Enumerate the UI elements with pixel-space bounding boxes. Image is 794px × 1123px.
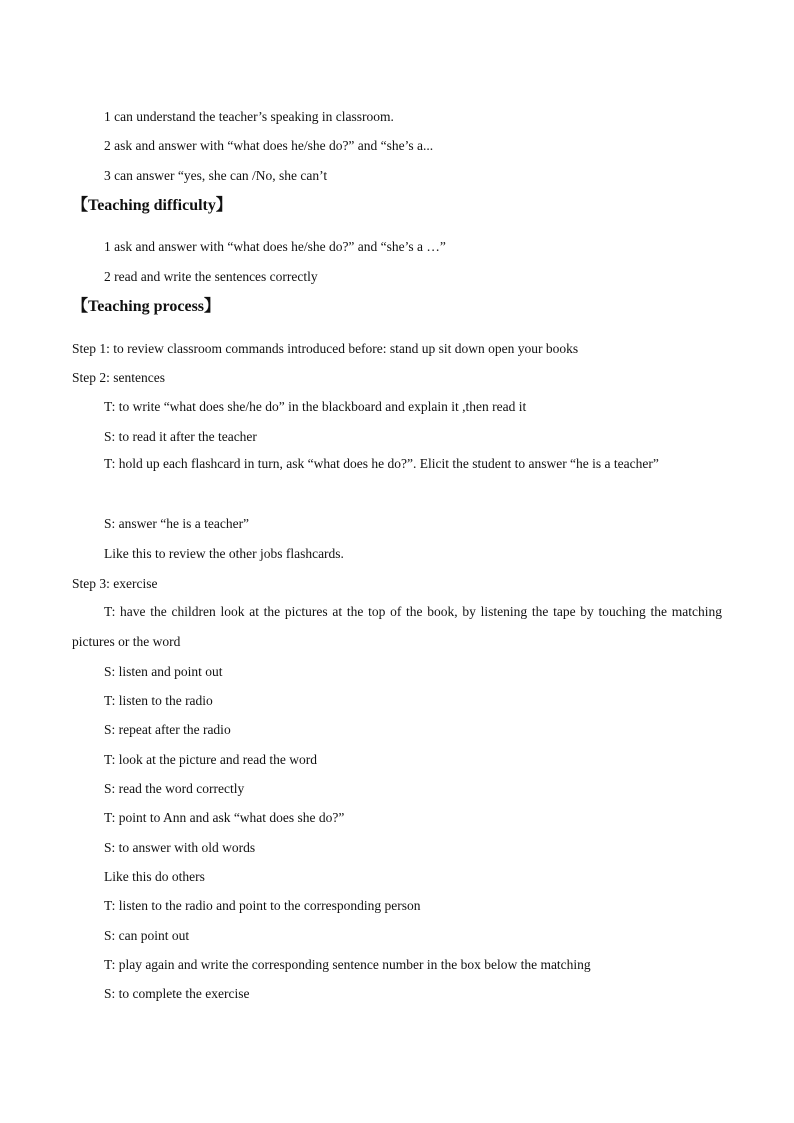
objective-1: 1 can understand the teacher’s speaking in classroom. xyxy=(104,109,394,124)
difficulty-item-1: 1 ask and answer with “what does he/she do?” and “she’s a …” xyxy=(104,239,446,254)
step-3-line-5: S: read the word correctly xyxy=(104,781,245,796)
step-3-line-10: S: can point out xyxy=(104,928,190,943)
step-2-line-1: T: to write “what does she/he do” in the blackboard and explain it ,then read it xyxy=(104,399,527,414)
objective-2: 2 ask and answer with “what does he/she do?” and “she’s a... xyxy=(104,138,434,153)
teaching-difficulty-heading: 【Teaching difficulty】 xyxy=(72,197,232,214)
step-3-line-4: T: look at the picture and read the word xyxy=(104,752,318,767)
step-3-line-2: T: listen to the radio xyxy=(104,693,213,708)
step-3-line-12: S: to complete the exercise xyxy=(104,986,250,1001)
step-3-line-8: Like this do others xyxy=(104,869,205,884)
step-3-line-1: S: listen and point out xyxy=(104,664,223,679)
step-3-paragraph: T: have the children look at the pictures at the top of the book, by listening the tape by touching the matching pictures or the word xyxy=(72,604,722,649)
teaching-process-heading: 【Teaching process】 xyxy=(72,298,221,315)
step-2-line-4: Like this to review the other jobs flashcards. xyxy=(104,546,344,561)
step-3-line-11: T: play again and write the corresponding sentence number in the box below the matching xyxy=(104,957,591,972)
step-3-line-3: S: repeat after the radio xyxy=(104,722,231,737)
difficulty-item-2: 2 read and write the sentences correctly xyxy=(104,269,318,284)
objective-3: 3 can answer “yes, she can /No, she can’t xyxy=(104,168,328,183)
step-3-line-7: S: to answer with old words xyxy=(104,840,256,855)
step-3-line-9: T: listen to the radio and point to the corresponding person xyxy=(104,898,421,913)
step-3-line-6: T: point to Ann and ask “what does she do?” xyxy=(104,810,345,825)
step-2-flashcard-paragraph: T: hold up each flashcard in turn, ask “what does he do?”. Elicit the student to answer “he is a teacher” xyxy=(104,456,659,471)
step-3-title: Step 3: exercise xyxy=(72,576,158,591)
step-2-line-3: S: answer “he is a teacher” xyxy=(104,516,250,531)
step-1: Step 1: to review classroom commands introduced before: stand up sit down open your books xyxy=(72,341,579,356)
step-2-line-2: S: to read it after the teacher xyxy=(104,429,257,444)
step-2-title: Step 2: sentences xyxy=(72,370,165,385)
